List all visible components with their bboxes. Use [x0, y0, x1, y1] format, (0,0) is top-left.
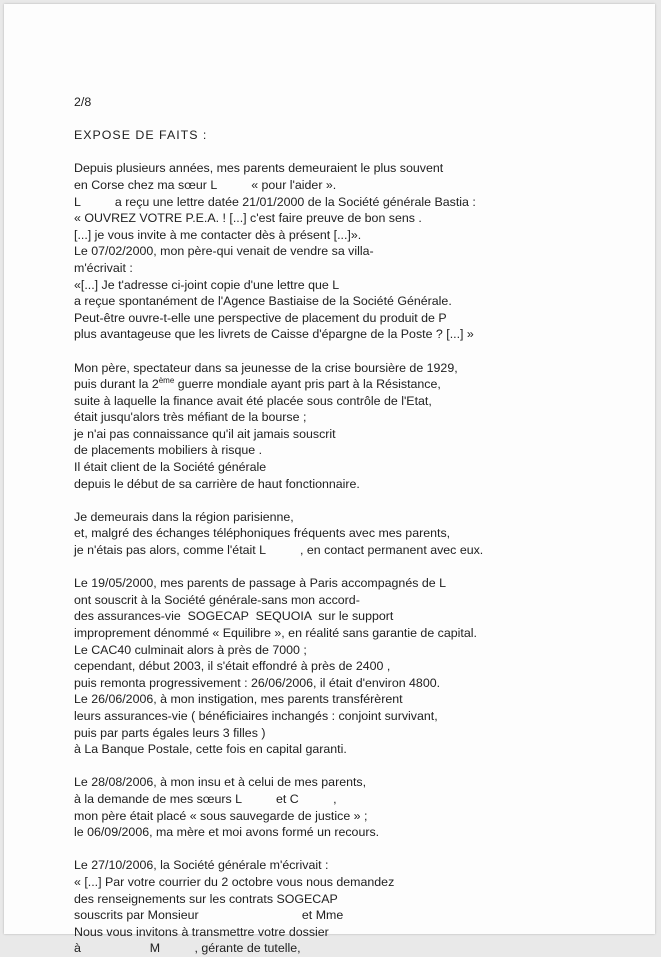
text-line: depuis le début de sa carrière de haut fonctionnaire. — [74, 476, 360, 491]
text-line: je n'étais pas alors, comme l'était L , en contact permanent avec eux. — [74, 543, 484, 558]
text-line: Nous vous invitons à transmettre votre dossier — [74, 924, 329, 939]
text-line: [...] je vous invite à me contacter dès à présent [...]». — [74, 227, 362, 242]
text-line: mon père était placé « sous sauvegarde de justice » ; — [74, 808, 368, 823]
text-line: « OUVREZ VOTRE P.E.A. ! [...] c'est faire preuve de bon sens . — [74, 211, 422, 226]
text-line: plus avantageuse que les livrets de Caisse d'épargne de la Poste ? [...] » — [74, 327, 474, 342]
text-line: Depuis plusieurs années, mes parents demeuraient le plus souvent — [74, 161, 444, 176]
text-line: était jusqu'alors très méfiant de la bourse ; — [74, 410, 307, 425]
text-line: souscrits par Monsieur et Mme — [74, 908, 344, 923]
text-line: suite à laquelle la finance avait été placée sous contrôle de l'Etat, — [74, 393, 432, 408]
paragraph-5 — [74, 774, 634, 840]
text-line: cependant, début 2003, il s'était effondré à près de 2400 , — [74, 659, 391, 674]
text-line: Peut-être ouvre-t-elle une perspective de placement du produit de P — [74, 310, 447, 325]
text-line: improprement dénommé « Equilibre », en réalité sans garantie de capital. — [74, 626, 477, 640]
paragraph-3 — [74, 509, 634, 559]
text-line: Mon père, spectateur dans sa jeunesse de la crise boursière de 1929, — [74, 360, 458, 375]
paragraph-1 — [74, 160, 634, 343]
text-line: L a reçu une lettre datée 21/01/2000 de la Société générale Bastia : — [74, 194, 476, 209]
paragraph-4 — [74, 575, 634, 758]
text-line: Je demeurais dans la région parisienne, — [74, 509, 294, 524]
text-line: Le 27/10/2006, la Société générale m'écrivait : — [74, 858, 329, 873]
text-line: a reçue spontanément de l'Agence Bastiaise de la Société Générale. — [74, 294, 452, 309]
text-line: à La Banque Postale, cette fois en capital garanti. — [74, 742, 347, 757]
text-line: Le CAC40 culminait alors à près de 7000 ; — [74, 642, 307, 657]
ordinal-superscript: ème — [158, 375, 175, 385]
text-line: le 06/09/2006, ma mère et moi avons formé un recours. — [74, 825, 380, 840]
text-line: des renseignements sur les contrats SOGECAP — [74, 891, 338, 906]
text-line: de placements mobiliers à risque . — [74, 443, 263, 458]
document-page — [4, 4, 655, 956]
text-line: leurs assurances-vie ( bénéficiaires inchangés : conjoint survivant, — [74, 708, 438, 723]
text-line: Le 19/05/2000, mes parents de passage à Paris accompagnés de L — [74, 576, 446, 591]
text-line: puis remonta progressivement : 26/06/2006, il était d'environ 4800. — [74, 675, 441, 690]
text-line: «[...] Je t'adresse ci-joint copie d'une lettre que L — [74, 277, 340, 292]
text-line: puis durant la 2ème guerre mondiale ayant pris part à la Résistance, — [74, 375, 441, 392]
text-line: puis par parts égales leurs 3 filles ) — [74, 725, 266, 740]
text-line: et, malgré des échanges téléphoniques fréquents avec mes parents, — [74, 526, 451, 541]
text-line: Le 07/02/2000, mon père-qui venait de vendre sa villa- — [74, 244, 374, 259]
page-number: 2/8 — [74, 95, 92, 109]
text-line: Le 28/08/2006, à mon insu et à celui de mes parents, — [74, 775, 367, 790]
paragraph-2 — [74, 360, 634, 493]
text-line: en Corse chez ma sœur L « pour l'aider ». — [74, 177, 337, 192]
text-line: je n'ai pas connaissance qu'il ait jamais souscrit — [74, 426, 336, 441]
text-line: Il était client de la Société générale — [74, 460, 267, 475]
text-line: m'écrivait : — [74, 260, 133, 275]
section-title: EXPOSE DE FAITS : — [74, 128, 208, 143]
text-line: « [...] Par votre courrier du 2 octobre vous nous demandez — [74, 874, 395, 889]
text-line: à M , gérante de tutelle, — [74, 941, 301, 956]
text-line: Le 26/06/2006, à mon instigation, mes parents transférèrent — [74, 692, 403, 707]
document-body — [74, 94, 634, 957]
text-line: des assurances-vie SOGECAP SEQUOIA sur le support — [74, 609, 394, 624]
paragraph-6 — [74, 857, 634, 957]
text-line: à la demande de mes sœurs L et C , — [74, 791, 337, 806]
text-line: ont souscrit à la Société générale-sans mon accord- — [74, 592, 360, 607]
